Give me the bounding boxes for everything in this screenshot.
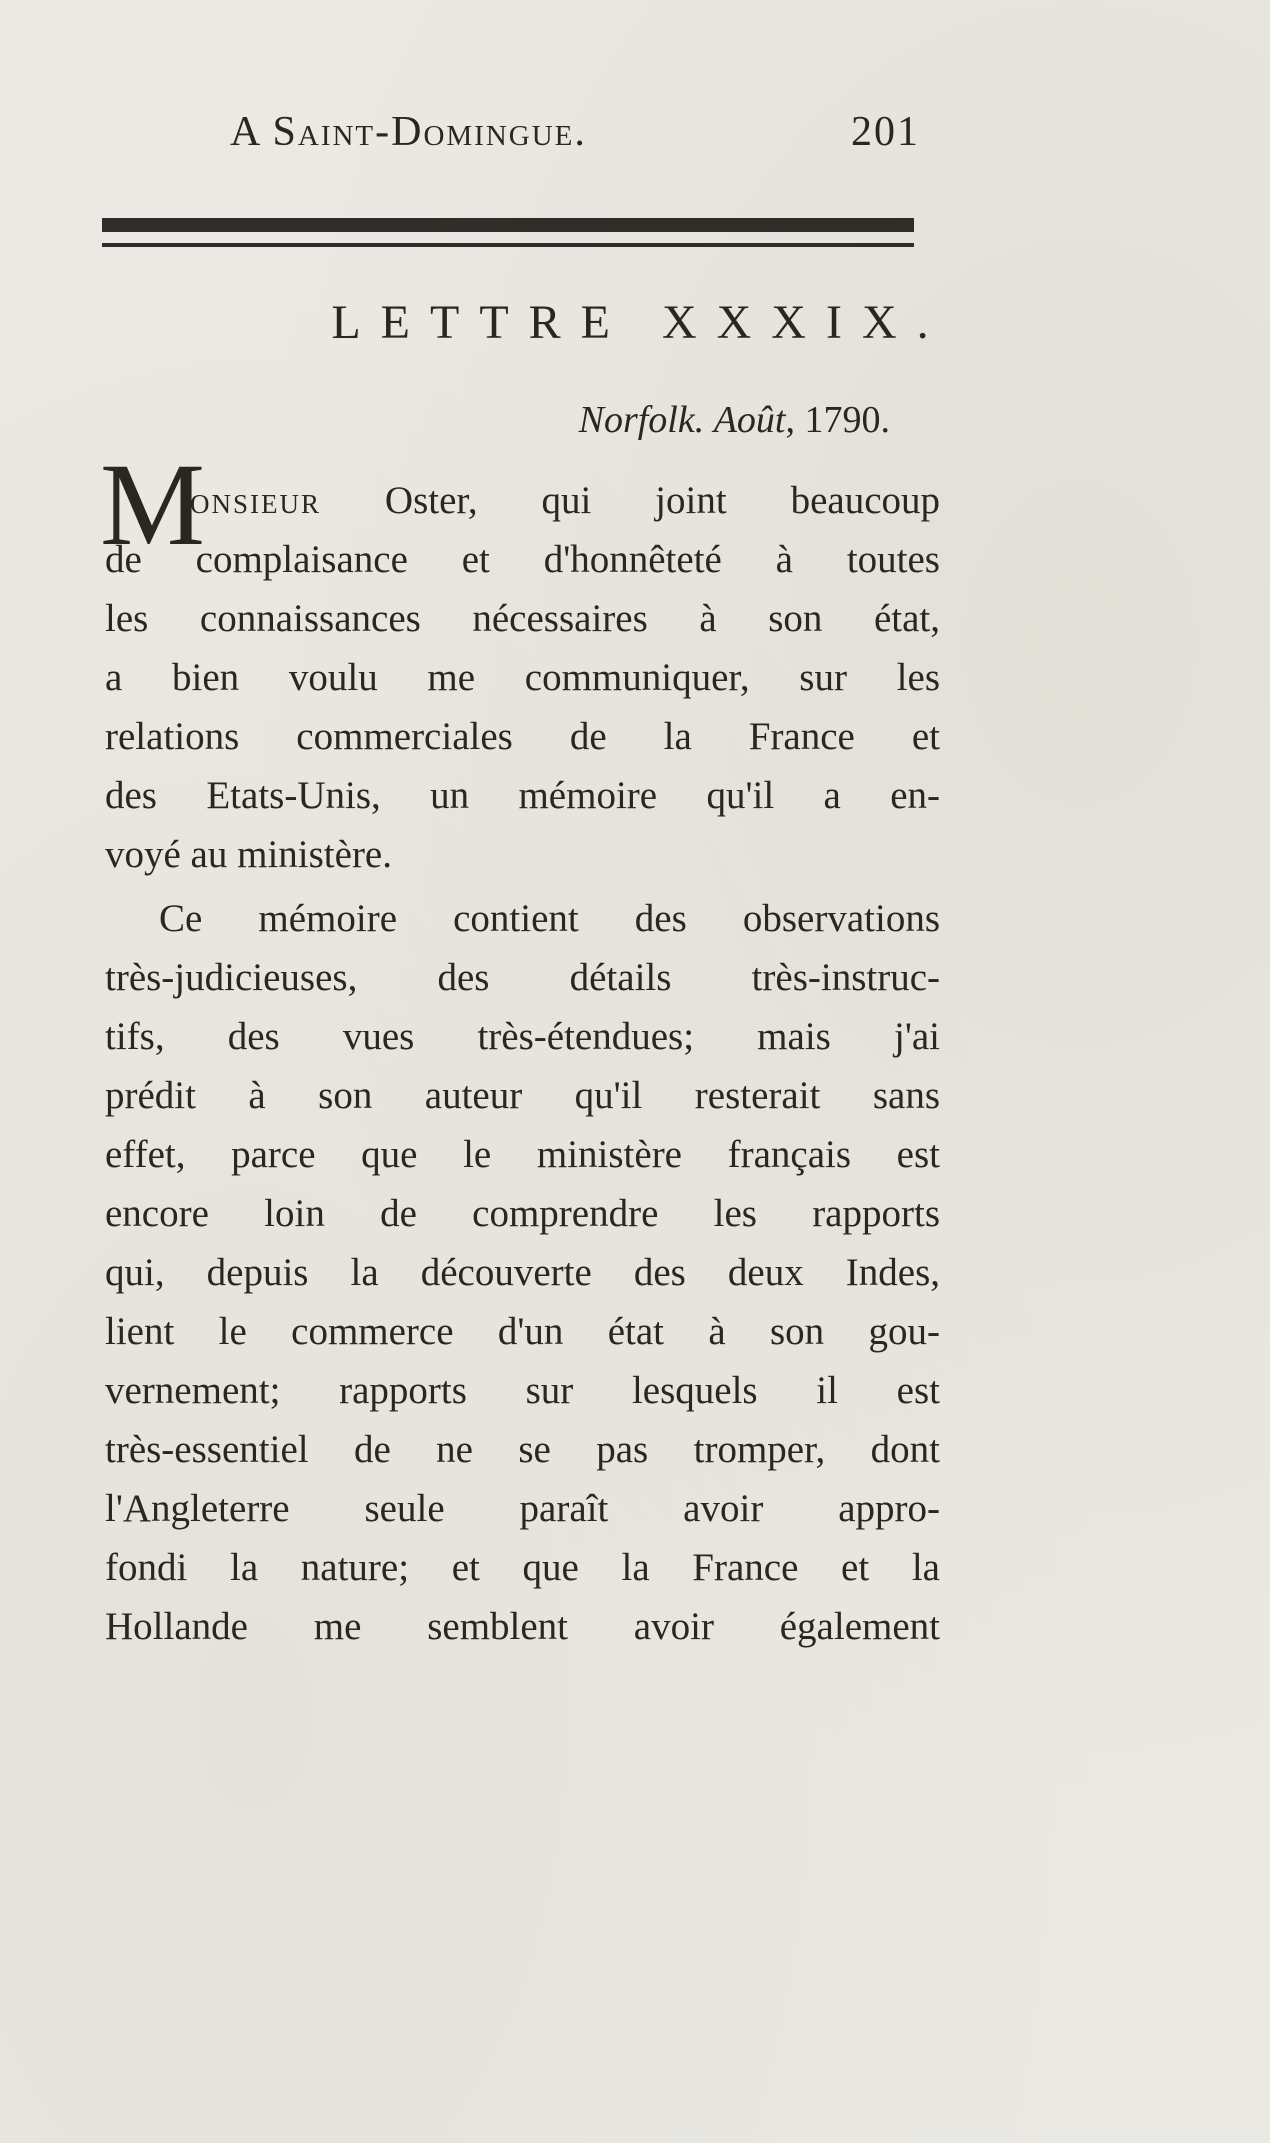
text-line: de complaisance et d'honnêteté à toutes: [105, 538, 940, 581]
text-line: Hollande me semblent avoir également: [105, 1605, 940, 1648]
text-line: vernement; rapports sur lesquels il est: [105, 1369, 940, 1412]
text-line: Ce mémoire contient des observations: [159, 897, 940, 940]
header-rule-thin: [102, 243, 914, 247]
text-line: fondi la nature; et que la France et la: [105, 1546, 940, 1589]
header-rule-thick: [102, 218, 914, 232]
text-line: très-essentiel de ne se pas tromper, dont: [105, 1428, 940, 1471]
text-line: tifs, des vues très-étendues; mais j'ai: [105, 1015, 940, 1058]
text-line: lient le commerce d'un état à son gou-: [105, 1310, 940, 1353]
text-line: qui, depuis la découverte des deux Indes,: [105, 1251, 940, 1294]
text-line: les connaissances nécessaires à son état,: [105, 597, 940, 640]
running-title: A Saint-Domingue.: [230, 109, 587, 155]
dateline: [470, 398, 890, 448]
first-word-rest: onsieur: [190, 479, 322, 522]
text-line: prédit à son auteur qu'il resterait sans: [105, 1074, 940, 1117]
text-line: l'Angleterre seule paraît avoir appro-: [105, 1487, 940, 1530]
text-line: effet, parce que le ministère français est: [105, 1133, 940, 1176]
dateline-place: Norfolk.: [578, 399, 705, 441]
dateline-month: Août: [713, 399, 786, 441]
letter-heading: LETTRE XXXIX.: [331, 296, 949, 349]
text-line: a bien voulu me communiquer, sur les: [105, 656, 940, 699]
text-line: voyé au ministère.: [105, 833, 392, 876]
drop-cap: M: [100, 439, 205, 570]
text-line: onsieur Oster, qui joint beaucoup: [190, 479, 940, 522]
letter-body: [105, 478, 940, 1708]
text-line: encore loin de comprendre les rapports: [105, 1192, 940, 1235]
page-number: 201: [851, 109, 920, 155]
text-line: des Etats-Unis, un mémoire qu'il a en-: [105, 774, 940, 817]
text-line: très-judicieuses, des détails très-instruc-: [105, 956, 940, 999]
dateline-year: , 1790.: [785, 399, 890, 441]
text-line: relations commerciales de la France et: [105, 715, 940, 758]
running-head: [230, 108, 930, 168]
